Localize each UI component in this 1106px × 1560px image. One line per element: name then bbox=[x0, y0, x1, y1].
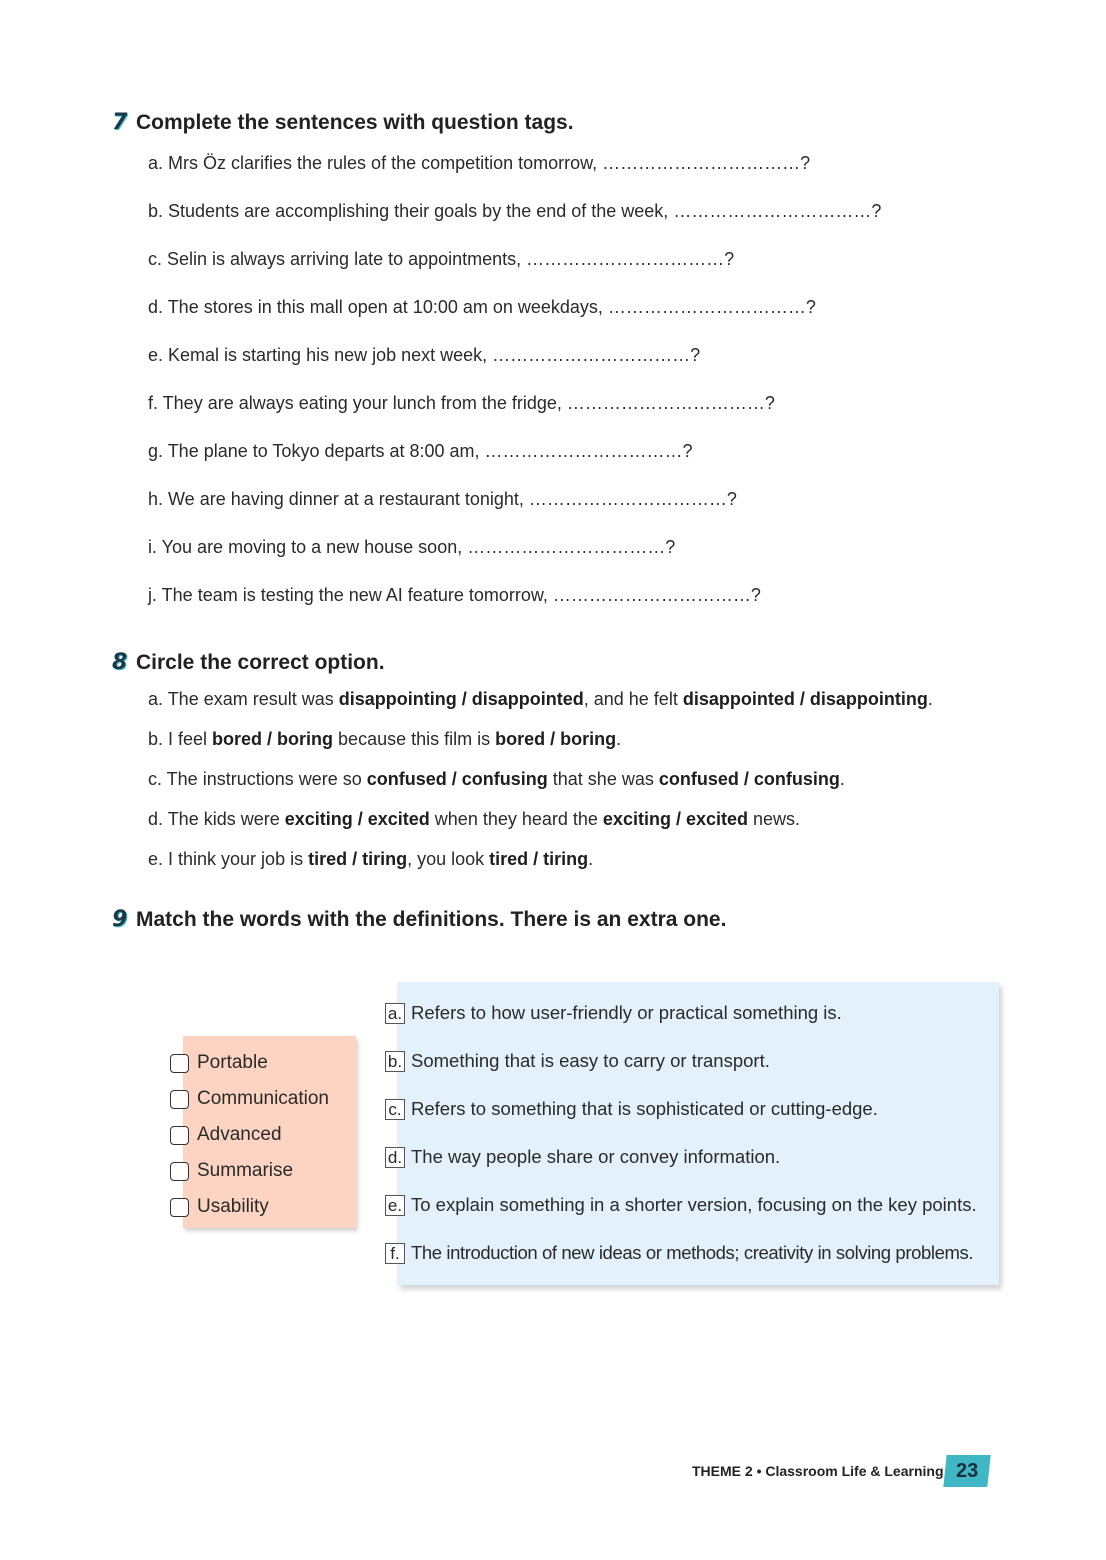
question-line: i. You are moving to a new house soon, ……………………………? bbox=[148, 537, 676, 557]
option-text: a. The exam result was bbox=[148, 689, 339, 709]
option-text: . bbox=[588, 849, 594, 869]
option-choice[interactable]: bored / boring bbox=[495, 729, 617, 749]
word-label: Advanced bbox=[197, 1124, 282, 1145]
page-number bbox=[943, 1455, 990, 1487]
page-number-text: 23 bbox=[955, 1459, 979, 1482]
exercise-9-heading bbox=[112, 907, 726, 932]
exercise-number: 7 bbox=[112, 110, 128, 135]
option-choice[interactable]: exciting / excited bbox=[284, 809, 430, 829]
question-line: f. They are always eating your lunch from the fridge, ……………………………? bbox=[148, 393, 775, 413]
word-label: Usability bbox=[197, 1196, 269, 1217]
option-text: , and he felt bbox=[583, 689, 683, 709]
exercise-7-heading bbox=[112, 110, 574, 135]
answer-checkbox[interactable] bbox=[170, 1126, 189, 1145]
option-line bbox=[148, 809, 800, 830]
theme-footer: THEME 2 • Classroom Life & Learning bbox=[692, 1463, 944, 1479]
option-line bbox=[148, 729, 621, 750]
option-text: b. I feel bbox=[148, 729, 213, 749]
answer-checkbox[interactable] bbox=[170, 1054, 189, 1073]
definition-letter: d. bbox=[385, 1147, 405, 1168]
answer-checkbox[interactable] bbox=[170, 1198, 189, 1217]
definition-item bbox=[385, 1242, 973, 1264]
definition-letter: b. bbox=[385, 1051, 405, 1072]
answer-checkbox[interactable] bbox=[170, 1090, 189, 1109]
question-line: a. Mrs Öz clarifies the rules of the competition tomorrow, ……………………………? bbox=[148, 153, 811, 173]
definition-text: The way people share or convey information. bbox=[411, 1146, 781, 1167]
definition-item bbox=[385, 1050, 770, 1072]
option-choice[interactable]: disappointing / disappointed bbox=[338, 689, 584, 709]
question-line: h. We are having dinner at a restaurant tonight, ……………………………? bbox=[148, 489, 737, 509]
definition-item bbox=[385, 1002, 842, 1024]
word-label: Portable bbox=[197, 1052, 268, 1073]
definition-item bbox=[385, 1146, 780, 1168]
option-text: c. The instructions were so bbox=[148, 769, 367, 789]
definition-letter: f. bbox=[385, 1243, 405, 1264]
definition-letter: c. bbox=[385, 1099, 405, 1120]
word-item bbox=[170, 1196, 269, 1218]
exercise-number: 9 bbox=[112, 907, 128, 932]
exercise-number: 8 bbox=[112, 650, 128, 675]
exercise-title: Circle the correct option. bbox=[136, 651, 385, 674]
definition-text: The introduction of new ideas or methods; creativity in solving problems. bbox=[411, 1242, 974, 1263]
exercise-8-heading bbox=[112, 650, 385, 675]
option-line bbox=[148, 849, 593, 870]
option-text: news. bbox=[747, 809, 801, 829]
question-line: d. The stores in this mall open at 10:00 am on weekdays, ……………………………? bbox=[148, 297, 816, 317]
word-label: Communication bbox=[197, 1088, 329, 1109]
word-item bbox=[170, 1160, 293, 1182]
option-text: . bbox=[927, 689, 933, 709]
option-line bbox=[148, 689, 933, 710]
exercise-title: Complete the sentences with question tags. bbox=[136, 111, 574, 134]
option-text: when they heard the bbox=[429, 809, 603, 829]
question-line: b. Students are accomplishing their goals by the end of the week, ……………………………? bbox=[148, 201, 882, 221]
option-text: e. I think your job is bbox=[148, 849, 309, 869]
question-line: c. Selin is always arriving late to appointments, ……………………………? bbox=[148, 249, 735, 269]
option-choice[interactable]: tired / tiring bbox=[308, 849, 408, 869]
option-choice[interactable]: disappointed / disappointing bbox=[682, 689, 928, 709]
definition-text: Refers to how user-friendly or practical something is. bbox=[411, 1002, 842, 1023]
word-label: Summarise bbox=[197, 1160, 294, 1181]
option-choice[interactable]: confused / confusing bbox=[658, 769, 840, 789]
word-item bbox=[170, 1088, 329, 1110]
definition-item bbox=[385, 1098, 878, 1120]
exercise-title: Match the words with the definitions. There is an extra one. bbox=[136, 908, 727, 931]
option-choice[interactable]: confused / confusing bbox=[366, 769, 548, 789]
option-text: because this film is bbox=[333, 729, 496, 749]
definition-text: To explain something in a shorter version, focusing on the key points. bbox=[411, 1194, 977, 1215]
definitions-panel bbox=[397, 982, 999, 1285]
option-text: d. The kids were bbox=[148, 809, 285, 829]
definition-text: Refers to something that is sophisticated or cutting-edge. bbox=[411, 1098, 878, 1119]
question-line: g. The plane to Tokyo departs at 8:00 am, ……………………………? bbox=[148, 441, 693, 461]
option-text: , you look bbox=[407, 849, 490, 869]
option-text: that she was bbox=[547, 769, 659, 789]
option-text: . bbox=[839, 769, 845, 789]
answer-checkbox[interactable] bbox=[170, 1162, 189, 1181]
option-text: . bbox=[616, 729, 622, 749]
question-line: j. The team is testing the new AI feature tomorrow, ……………………………? bbox=[148, 585, 761, 605]
option-choice[interactable]: exciting / excited bbox=[602, 809, 748, 829]
definition-letter: a. bbox=[385, 1003, 405, 1024]
option-line bbox=[148, 769, 845, 790]
option-choice[interactable]: tired / tiring bbox=[489, 849, 589, 869]
word-item bbox=[170, 1052, 268, 1074]
definition-letter: e. bbox=[385, 1195, 405, 1216]
question-line: e. Kemal is starting his new job next week, ……………………………? bbox=[148, 345, 701, 365]
word-item bbox=[170, 1124, 282, 1146]
definition-item bbox=[385, 1194, 977, 1216]
definition-text: Something that is easy to carry or transport. bbox=[411, 1050, 770, 1071]
option-choice[interactable]: bored / boring bbox=[212, 729, 334, 749]
